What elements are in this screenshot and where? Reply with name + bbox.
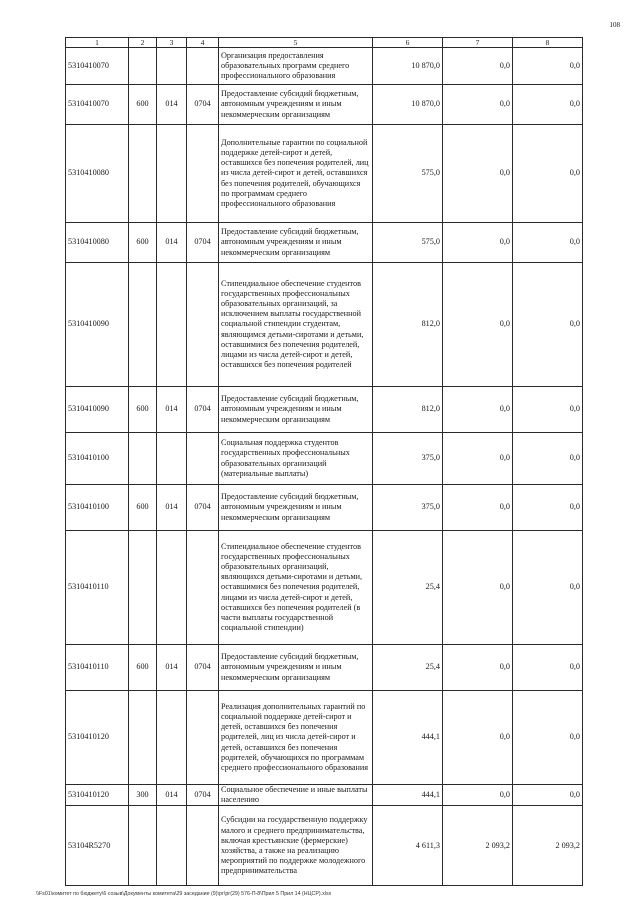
section-cell: 0704	[187, 85, 219, 125]
department-cell	[157, 48, 187, 85]
budget-code-cell: 5310410070	[66, 85, 129, 125]
department-cell: 014	[157, 85, 187, 125]
column-header: 5	[219, 38, 373, 48]
amount-col8-cell: 0,0	[513, 691, 583, 785]
section-cell: 0704	[187, 387, 219, 433]
file-path-footer: \\Fs01\комитет по бюджету\6 созыв\Документы комитета\29 заседание (9)\рг\рг(29) 576-П-8\Прил 5 Прил 14 (НЦСР).xlsx	[36, 891, 332, 897]
amount-col7-cell: 0,0	[443, 433, 513, 485]
item-name-cell: Стипендиальное обеспечение студентов государственных профессиональных образовательных организаций, являющихся детьми-сиротами и детьми, оставшимися без попечения родителей, лицами из числа детей-сирот и детей, оставшихся без попечения родителей (в части выплаты государственной социальной стипендии)	[219, 531, 373, 645]
amount-col7-cell: 0,0	[443, 645, 513, 691]
section-cell	[187, 48, 219, 85]
expense-type-cell: 600	[129, 223, 157, 263]
budget-code-cell: 5310410110	[66, 645, 129, 691]
amount-col7-cell: 0,0	[443, 125, 513, 223]
amount-col8-cell: 2 093,2	[513, 806, 583, 886]
expense-type-cell	[129, 48, 157, 85]
amount-col8-cell: 0,0	[513, 263, 583, 387]
amount-col8-cell: 0,0	[513, 433, 583, 485]
column-header: 8	[513, 38, 583, 48]
amount-col7-cell: 0,0	[443, 263, 513, 387]
amount-col7-cell: 0,0	[443, 85, 513, 125]
item-name-cell: Социальная поддержка студентов государственных профессиональных образовательных организаций (материальные выплаты)	[219, 433, 373, 485]
amount-col6-cell: 575,0	[373, 125, 443, 223]
amount-col8-cell: 0,0	[513, 48, 583, 85]
expense-type-cell: 300	[129, 785, 157, 806]
expense-type-cell: 600	[129, 387, 157, 433]
expense-type-cell	[129, 691, 157, 785]
budget-code-cell: 5310410090	[66, 263, 129, 387]
item-name-cell: Организация предоставления образовательных программ среднего профессионального образования	[219, 48, 373, 85]
section-cell	[187, 433, 219, 485]
amount-col6-cell: 10 870,0	[373, 85, 443, 125]
amount-col7-cell: 0,0	[443, 785, 513, 806]
budget-table	[65, 37, 583, 886]
item-name-cell: Дополнительные гарантии по социальной поддержке детей-сирот и детей, оставшихся без попечения родителей, лиц из числа детей-сирот и детей, оставшихся без попечения родителей, обучающихся по программам среднего профессионального образования	[219, 125, 373, 223]
amount-col7-cell: 0,0	[443, 485, 513, 531]
department-cell	[157, 433, 187, 485]
table-header-row	[66, 38, 583, 48]
expense-type-cell	[129, 806, 157, 886]
item-name-cell: Предоставление субсидий бюджетным, автономным учреждениям и иным некоммерческим организациям	[219, 387, 373, 433]
column-header: 7	[443, 38, 513, 48]
table-row	[66, 691, 583, 785]
amount-col7-cell: 0,0	[443, 387, 513, 433]
amount-col6-cell: 444,1	[373, 785, 443, 806]
department-cell: 014	[157, 485, 187, 531]
section-cell: 0704	[187, 785, 219, 806]
budget-code-cell: 5310410090	[66, 387, 129, 433]
section-cell	[187, 806, 219, 886]
expense-type-cell	[129, 433, 157, 485]
expense-type-cell	[129, 125, 157, 223]
amount-col8-cell: 0,0	[513, 85, 583, 125]
department-cell	[157, 806, 187, 886]
section-cell: 0704	[187, 485, 219, 531]
amount-col7-cell: 2 093,2	[443, 806, 513, 886]
page-number: 108	[609, 21, 620, 29]
department-cell: 014	[157, 785, 187, 806]
table-row	[66, 48, 583, 85]
amount-col8-cell: 0,0	[513, 485, 583, 531]
budget-code-cell: 5310410120	[66, 691, 129, 785]
amount-col6-cell: 444,1	[373, 691, 443, 785]
budget-code-cell: 5310410120	[66, 785, 129, 806]
column-header: 3	[157, 38, 187, 48]
expense-type-cell: 600	[129, 645, 157, 691]
amount-col6-cell: 575,0	[373, 223, 443, 263]
item-name-cell: Предоставление субсидий бюджетным, автономным учреждениям и иным некоммерческим организациям	[219, 223, 373, 263]
column-header: 4	[187, 38, 219, 48]
table-row	[66, 806, 583, 886]
budget-code-cell: 5310410070	[66, 48, 129, 85]
table-row	[66, 125, 583, 223]
column-header: 6	[373, 38, 443, 48]
department-cell	[157, 263, 187, 387]
department-cell: 014	[157, 387, 187, 433]
expense-type-cell	[129, 531, 157, 645]
column-header: 2	[129, 38, 157, 48]
amount-col6-cell: 4 611,3	[373, 806, 443, 886]
item-name-cell: Предоставление субсидий бюджетным, автономным учреждениям и иным некоммерческим организациям	[219, 485, 373, 531]
amount-col8-cell: 0,0	[513, 223, 583, 263]
expense-type-cell: 600	[129, 85, 157, 125]
department-cell	[157, 531, 187, 645]
table-row	[66, 263, 583, 387]
item-name-cell: Субсидии на государственную поддержку малого и среднего предпринимательства, включая крестьянские (фермерские) хозяйства, а также на реализацию мероприятий по поддержке молодежного предпринимательства	[219, 806, 373, 886]
budget-code-cell: 5310410100	[66, 433, 129, 485]
amount-col6-cell: 10 870,0	[373, 48, 443, 85]
table-row	[66, 531, 583, 645]
table-row	[66, 645, 583, 691]
amount-col7-cell: 0,0	[443, 48, 513, 85]
item-name-cell: Социальное обеспечение и иные выплаты населению	[219, 785, 373, 806]
amount-col8-cell: 0,0	[513, 125, 583, 223]
amount-col8-cell: 0,0	[513, 387, 583, 433]
amount-col6-cell: 812,0	[373, 263, 443, 387]
table-row	[66, 387, 583, 433]
department-cell	[157, 691, 187, 785]
amount-col6-cell: 25,4	[373, 645, 443, 691]
expense-type-cell: 600	[129, 485, 157, 531]
amount-col8-cell: 0,0	[513, 531, 583, 645]
amount-col6-cell: 812,0	[373, 387, 443, 433]
section-cell: 0704	[187, 645, 219, 691]
item-name-cell: Предоставление субсидий бюджетным, автономным учреждениям и иным некоммерческим организациям	[219, 645, 373, 691]
budget-code-cell: 5310410100	[66, 485, 129, 531]
amount-col6-cell: 25,4	[373, 531, 443, 645]
amount-col8-cell: 0,0	[513, 645, 583, 691]
amount-col6-cell: 375,0	[373, 433, 443, 485]
budget-code-cell: 5310410080	[66, 223, 129, 263]
budget-code-cell: 5310410080	[66, 125, 129, 223]
department-cell: 014	[157, 645, 187, 691]
budget-code-cell: 5310410110	[66, 531, 129, 645]
budget-code-cell: 53104R5270	[66, 806, 129, 886]
column-header: 1	[66, 38, 129, 48]
table-row	[66, 433, 583, 485]
amount-col7-cell: 0,0	[443, 531, 513, 645]
item-name-cell: Стипендиальное обеспечение студентов государственных профессиональных образовательных организаций, за исключением выплаты государственной социальной стипендии студентам, являющимся детьми-сиротами и детьми, оставшимися без попечения родителей, лицами из числа детей-сирот и детей, оставшихся без попечения родителей	[219, 263, 373, 387]
item-name-cell: Реализация дополнительных гарантий по социальной поддержке детей-сирот и детей, оставшихся без попечения родителей, лиц из числа детей-сирот и детей, оставшихся без попечения родителей, обучающихся по программам среднего профессионального образования	[219, 691, 373, 785]
amount-col8-cell: 0,0	[513, 785, 583, 806]
table-row	[66, 485, 583, 531]
department-cell: 014	[157, 223, 187, 263]
section-cell	[187, 263, 219, 387]
table-row	[66, 785, 583, 806]
section-cell	[187, 531, 219, 645]
amount-col7-cell: 0,0	[443, 691, 513, 785]
expense-type-cell	[129, 263, 157, 387]
section-cell: 0704	[187, 223, 219, 263]
department-cell	[157, 125, 187, 223]
amount-col7-cell: 0,0	[443, 223, 513, 263]
section-cell	[187, 125, 219, 223]
table-row	[66, 85, 583, 125]
table-row	[66, 223, 583, 263]
section-cell	[187, 691, 219, 785]
item-name-cell: Предоставление субсидий бюджетным, автономным учреждениям и иным некоммерческим организациям	[219, 85, 373, 125]
amount-col6-cell: 375,0	[373, 485, 443, 531]
